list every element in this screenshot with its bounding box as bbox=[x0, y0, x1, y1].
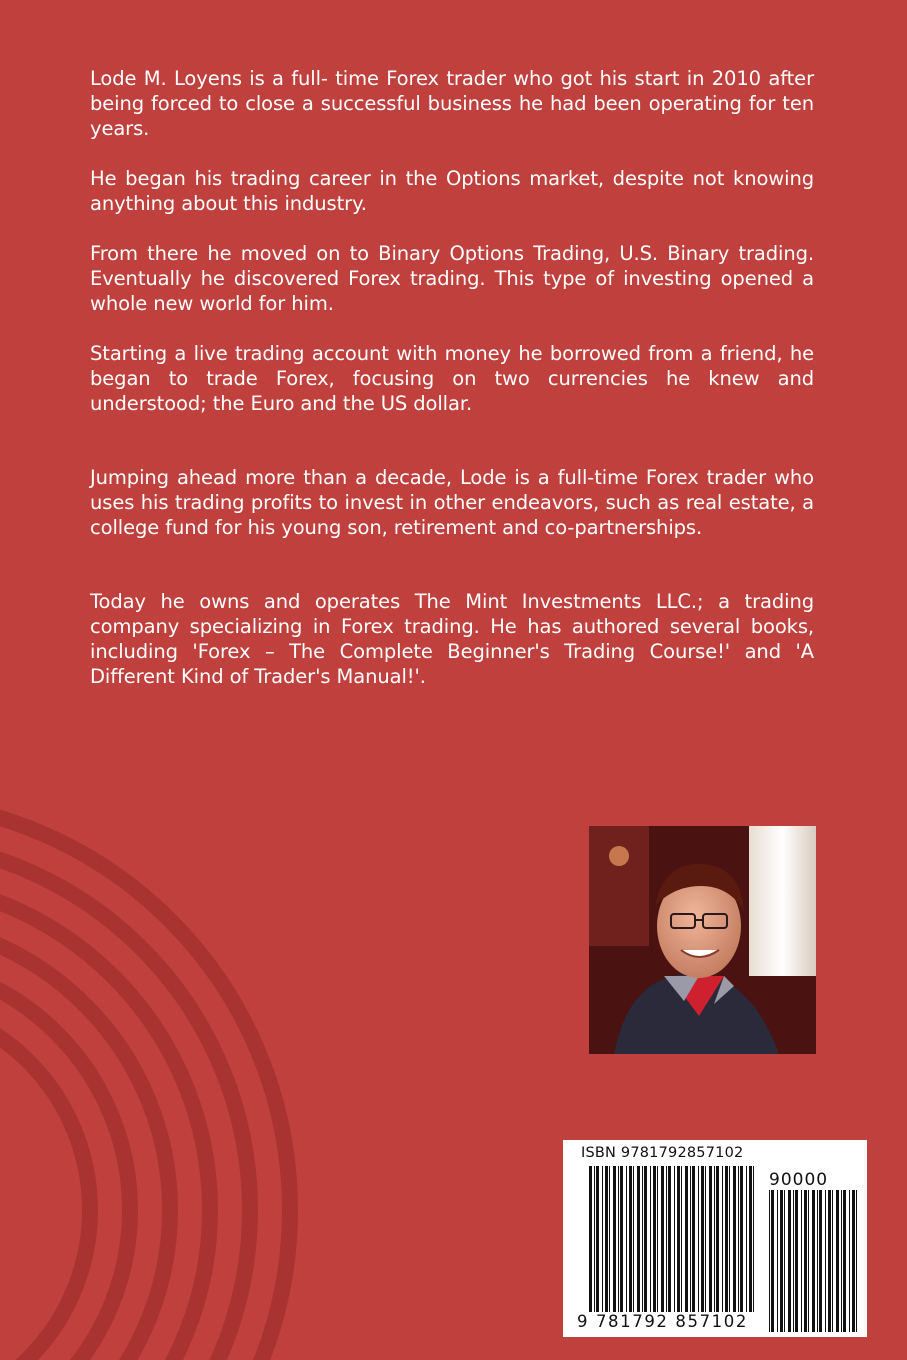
barcode-bar bbox=[793, 1190, 794, 1332]
barcode-bar bbox=[609, 1166, 610, 1312]
barcode-bar bbox=[637, 1166, 640, 1312]
barcode-bar bbox=[825, 1190, 826, 1332]
barcode-bar bbox=[642, 1166, 643, 1312]
barcode-bar bbox=[733, 1166, 736, 1312]
barcode-bar bbox=[589, 1166, 592, 1312]
barcode-bar bbox=[771, 1190, 774, 1332]
barcode-bar bbox=[605, 1166, 608, 1312]
barcode-bar bbox=[668, 1166, 671, 1312]
barcode-bar bbox=[596, 1166, 599, 1312]
barcode-bar bbox=[626, 1166, 627, 1312]
author-bio bbox=[90, 66, 814, 689]
barcode-bar bbox=[729, 1166, 730, 1312]
barcode-bar bbox=[674, 1166, 675, 1312]
barcode-bar bbox=[777, 1190, 778, 1332]
bio-paragraph-4: Starting a live trading account with money he borrowed from a friend, he began to trade Forex, focusing on two currencies he knew and understood; the Euro and the US dollar. bbox=[90, 342, 814, 415]
barcode-bar bbox=[843, 1190, 846, 1332]
barcode-bar bbox=[804, 1190, 807, 1332]
author-photo bbox=[589, 826, 816, 1054]
barcode-bar bbox=[698, 1166, 699, 1312]
barcode-bar bbox=[722, 1166, 723, 1312]
bio-paragraph-2: He began his trading career in the Options market, despite not knowing anything about this industry. bbox=[90, 167, 814, 215]
barcode-bar bbox=[661, 1166, 664, 1312]
barcode-bar bbox=[819, 1190, 822, 1332]
barcode-bar bbox=[856, 1190, 857, 1332]
isbn-number: 9781792857102 bbox=[620, 1145, 744, 1161]
barcode-bar bbox=[738, 1166, 739, 1312]
barcode-bar bbox=[836, 1190, 839, 1332]
barcode-bar bbox=[795, 1190, 798, 1332]
barcode-bar bbox=[808, 1190, 809, 1332]
barcode-bar bbox=[657, 1166, 658, 1312]
barcode-bar bbox=[705, 1166, 706, 1312]
barcode-bar bbox=[629, 1166, 632, 1312]
barcode-bars bbox=[563, 1140, 867, 1337]
barcode-bar bbox=[677, 1166, 680, 1312]
barcode-bar bbox=[613, 1166, 616, 1312]
barcode-bar bbox=[690, 1166, 691, 1312]
barcode-bar bbox=[769, 1190, 770, 1332]
barcode-bar bbox=[666, 1166, 667, 1312]
barcode-bar bbox=[653, 1166, 656, 1312]
barcode-bar bbox=[817, 1190, 818, 1332]
barcode-bar bbox=[753, 1166, 754, 1312]
barcode-bar bbox=[692, 1166, 695, 1312]
bio-paragraph-6: Today he owns and operates The Mint Investments LLC.; a trading company specializing in Forex trading. He has authored several books, including 'Forex – The Complete Beginner's Trading Course!' and 'A Different Kind of Trader's Manual!'. bbox=[90, 590, 814, 688]
barcode-bar bbox=[650, 1166, 651, 1312]
ean-digits: 9 781792 857102 bbox=[577, 1312, 748, 1331]
barcode-bar bbox=[746, 1166, 747, 1312]
barcode-bar bbox=[832, 1190, 833, 1332]
barcode-bar bbox=[685, 1166, 688, 1312]
barcode-bar bbox=[620, 1166, 623, 1312]
barcode-bar bbox=[852, 1190, 855, 1332]
bio-paragraph-5: Jumping ahead more than a decade, Lode is a full-time Forex trader who uses his trading profits to invest in other endeavors, such as real estate, a college fund for his young son, retirement and co-partnerships. bbox=[90, 466, 814, 539]
isbn-barcode bbox=[563, 1140, 867, 1337]
barcode-bar bbox=[701, 1166, 704, 1312]
bio-paragraph-3: From there he moved on to Binary Options Trading, U.S. Binary trading. Eventually he discovered Forex trading. This type of investing opened a whole new world for him. bbox=[90, 242, 814, 315]
barcode-bar bbox=[801, 1190, 802, 1332]
barcode-bar bbox=[644, 1166, 647, 1312]
barcode-bar bbox=[714, 1166, 715, 1312]
barcode-bar bbox=[740, 1166, 743, 1312]
barcode-bar bbox=[749, 1166, 752, 1312]
barcode-bar bbox=[828, 1190, 831, 1332]
barcode-bar bbox=[633, 1166, 634, 1312]
barcode-bar bbox=[594, 1166, 595, 1312]
barcode-bar bbox=[716, 1166, 719, 1312]
barcode-bar bbox=[618, 1166, 619, 1312]
barcode-bar bbox=[780, 1190, 783, 1332]
barcode-bar bbox=[849, 1190, 850, 1332]
bio-paragraph-1: Lode M. Loyens is a full- time Forex trader who got his start in 2010 after being forced to close a successful business he had been operating for ten years. bbox=[90, 67, 814, 140]
barcode-bar bbox=[812, 1190, 815, 1332]
isbn-label: ISBN bbox=[581, 1145, 617, 1161]
price-addon-number: 90000 bbox=[769, 1170, 829, 1190]
barcode-bar bbox=[784, 1190, 785, 1332]
barcode-bar bbox=[602, 1166, 603, 1312]
barcode-bar bbox=[709, 1166, 712, 1312]
barcode-bar bbox=[681, 1166, 682, 1312]
barcode-bar bbox=[788, 1190, 791, 1332]
barcode-bar bbox=[841, 1190, 842, 1332]
author-portrait-icon bbox=[589, 826, 816, 1054]
barcode-bar bbox=[725, 1166, 728, 1312]
